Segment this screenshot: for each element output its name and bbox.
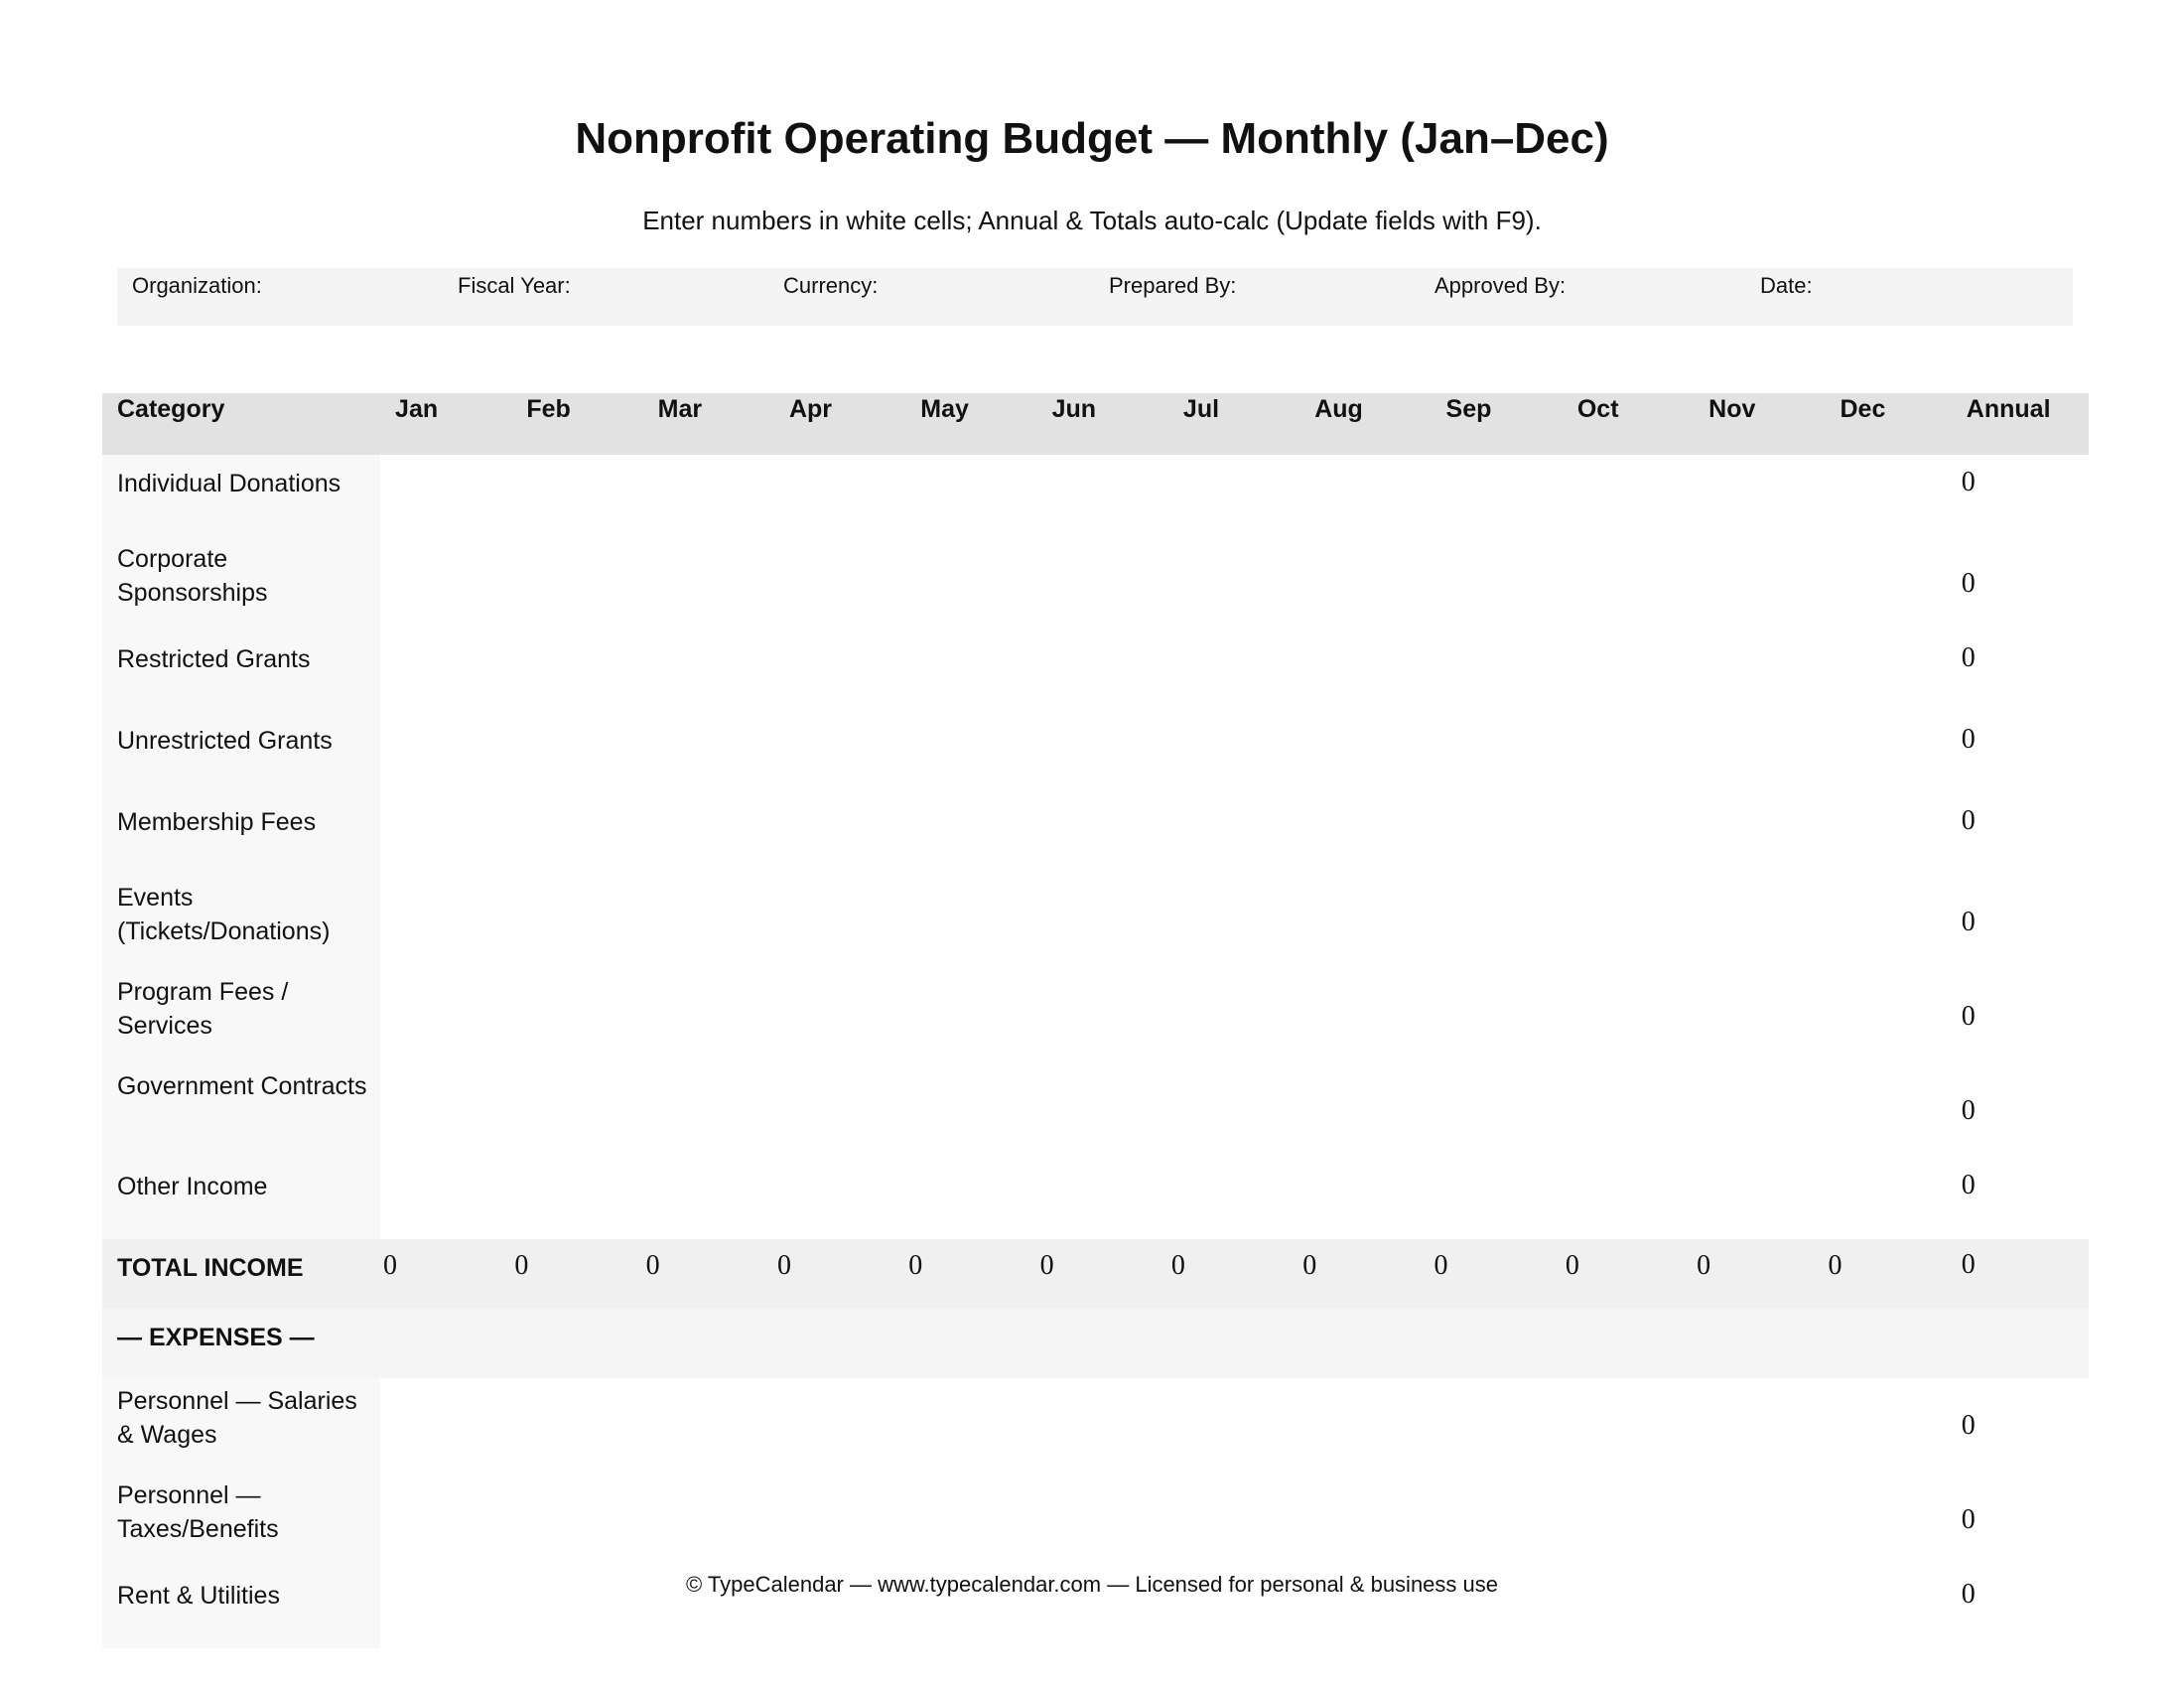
entry-cell-may[interactable] (905, 1378, 1036, 1473)
entry-cell-dec[interactable] (1825, 631, 1956, 712)
meta-info-bar (117, 268, 2073, 326)
annual-value: 0 (1961, 1503, 1976, 1535)
entry-cell-dec[interactable] (1825, 793, 1956, 875)
entry-cell-apr[interactable] (774, 969, 905, 1063)
entry-cell-jul[interactable] (1168, 712, 1299, 793)
entry-cell-jan[interactable] (380, 536, 511, 631)
entry-cell-jun[interactable] (1037, 631, 1168, 712)
column-header-jul: Jul (1168, 393, 1299, 455)
entry-cell-oct[interactable] (1563, 536, 1694, 631)
entry-cell-apr[interactable] (774, 631, 905, 712)
income-row-membership-fees (102, 793, 2089, 875)
entry-cell-nov[interactable] (1694, 1473, 1825, 1567)
table-header-row (102, 393, 2089, 455)
entry-cell-jan[interactable] (380, 631, 511, 712)
entry-cell-feb[interactable] (511, 1158, 642, 1239)
entry-cell-may[interactable] (905, 455, 1036, 536)
entry-cell-oct[interactable] (1563, 455, 1694, 536)
entry-cell-apr[interactable] (774, 1473, 905, 1567)
entry-cell-jun[interactable] (1037, 1473, 1168, 1567)
entry-cell-may[interactable] (905, 969, 1036, 1063)
annual-value: 0 (1961, 1409, 1976, 1441)
column-header-feb: Feb (511, 393, 642, 455)
entry-cell-jul[interactable] (1168, 455, 1299, 536)
entry-cell-jun[interactable] (1037, 1158, 1168, 1239)
total-income-section (102, 1239, 2089, 1378)
income-row-events-tickets-donations (102, 875, 2089, 969)
entry-cell-apr[interactable] (774, 1063, 905, 1158)
entry-cell-sep[interactable] (1432, 1158, 1563, 1239)
total-income-dec: 0 (1825, 1239, 1956, 1309)
entry-cell-dec[interactable] (1825, 875, 1956, 969)
entry-cell-mar[interactable] (643, 1158, 774, 1239)
annual-value: 0 (1961, 805, 1976, 836)
column-header-category: Category (102, 393, 380, 455)
entry-cell-feb[interactable] (511, 969, 642, 1063)
total-income-mar: 0 (643, 1239, 774, 1309)
entry-cell-jan[interactable] (380, 969, 511, 1063)
column-header-may: May (905, 393, 1036, 455)
annual-value: 0 (1961, 1579, 1976, 1610)
entry-cell-may[interactable] (905, 1158, 1036, 1239)
column-header-dec: Dec (1825, 393, 1956, 455)
entry-cell-jul[interactable] (1168, 1063, 1299, 1158)
entry-cell-sep[interactable] (1432, 631, 1563, 712)
column-header-sep: Sep (1432, 393, 1563, 455)
entry-cell-jan[interactable] (380, 1473, 511, 1567)
total-income-jun: 0 (1037, 1239, 1168, 1309)
entry-cell-sep[interactable] (1432, 969, 1563, 1063)
total-income-feb: 0 (511, 1239, 642, 1309)
entry-cell-jan[interactable] (380, 712, 511, 793)
entry-cell-jun[interactable] (1037, 969, 1168, 1063)
entry-cell-oct[interactable] (1563, 875, 1694, 969)
entry-cell-dec[interactable] (1825, 969, 1956, 1063)
category-label: Other Income (102, 1158, 380, 1239)
entry-cell-apr[interactable] (774, 875, 905, 969)
entry-cell-nov[interactable] (1694, 1158, 1825, 1239)
entry-cell-oct[interactable] (1563, 712, 1694, 793)
entry-cell-may[interactable] (905, 631, 1036, 712)
total-income-label: TOTAL INCOME (102, 1239, 380, 1309)
meta-field-currency[interactable]: Currency: (783, 273, 879, 298)
category-label: Restricted Grants (102, 631, 380, 712)
total-income-jul: 0 (1168, 1239, 1299, 1309)
entry-cell-nov[interactable] (1694, 536, 1825, 631)
column-header-aug: Aug (1299, 393, 1431, 455)
entry-cell-aug[interactable] (1299, 1473, 1431, 1567)
category-label: Rent & Utilities (102, 1567, 380, 1648)
expense-rows (102, 1378, 2089, 1648)
entry-cell-nov[interactable] (1694, 875, 1825, 969)
entry-cell-jul[interactable] (1168, 793, 1299, 875)
income-row-restricted-grants (102, 631, 2089, 712)
income-row-government-contracts (102, 1063, 2089, 1158)
entry-cell-jan[interactable] (380, 793, 511, 875)
entry-cell-aug[interactable] (1299, 536, 1431, 631)
annual-value: 0 (1961, 467, 1976, 497)
entry-cell-aug[interactable] (1299, 1158, 1431, 1239)
income-row-program-fees-services (102, 969, 2089, 1063)
category-label: Membership Fees (102, 793, 380, 875)
entry-cell-nov[interactable] (1694, 455, 1825, 536)
entry-cell-sep[interactable] (1432, 1378, 1563, 1473)
meta-field-approved-by[interactable]: Approved By: (1434, 273, 1567, 298)
annual-value: 0 (1961, 906, 1976, 937)
column-header-jan: Jan (380, 393, 511, 455)
entry-cell-may[interactable] (905, 875, 1036, 969)
total-income-jan: 0 (380, 1239, 511, 1309)
entry-cell-feb[interactable] (511, 712, 642, 793)
expenses-section-filler (380, 1309, 2089, 1378)
entry-cell-nov[interactable] (1694, 969, 1825, 1063)
entry-cell-aug[interactable] (1299, 455, 1431, 536)
column-header-mar: Mar (643, 393, 774, 455)
entry-cell-mar[interactable] (643, 1473, 774, 1567)
total-income-annual: 0 (1957, 1239, 2089, 1309)
footer-copyright: © TypeCalendar — www.typecalendar.com — Licensed for personal & business use (685, 1572, 1498, 1597)
entry-cell-sep[interactable] (1432, 1063, 1563, 1158)
budget-table (102, 393, 2089, 1648)
entry-cell-oct[interactable] (1563, 793, 1694, 875)
entry-cell-feb[interactable] (511, 1378, 642, 1473)
column-header-oct: Oct (1563, 393, 1694, 455)
entry-cell-feb[interactable] (511, 455, 642, 536)
expenses-section-row (102, 1309, 2089, 1378)
entry-cell-dec[interactable] (1825, 1473, 1956, 1567)
meta-field-prepared-by[interactable]: Prepared By: (1109, 273, 1237, 298)
entry-cell-jan[interactable] (380, 1158, 511, 1239)
entry-cell-jun[interactable] (1037, 793, 1168, 875)
entry-cell-sep[interactable] (1432, 875, 1563, 969)
entry-cell-jan[interactable] (380, 1378, 511, 1473)
meta-field-fiscal-year[interactable]: Fiscal Year: (458, 273, 571, 298)
category-label: Personnel — Salaries & Wages (102, 1378, 380, 1473)
income-rows (102, 455, 2089, 1239)
entry-cell-nov[interactable] (1694, 793, 1825, 875)
entry-cell-jul[interactable] (1168, 1378, 1299, 1473)
entry-cell-jun[interactable] (1037, 712, 1168, 793)
entry-cell-dec[interactable] (1825, 1158, 1956, 1239)
entry-cell-dec[interactable] (1825, 1378, 1956, 1473)
annual-value: 0 (1961, 567, 1976, 599)
entry-cell-apr[interactable] (774, 536, 905, 631)
entry-cell-sep[interactable] (1432, 712, 1563, 793)
income-row-individual-donations (102, 455, 2089, 536)
category-label: Program Fees / Services (102, 969, 380, 1063)
entry-cell-oct[interactable] (1563, 969, 1694, 1063)
meta-field-date[interactable]: Date: (1760, 273, 1813, 298)
annual-value: 0 (1961, 724, 1976, 755)
entry-cell-dec[interactable] (1825, 536, 1956, 631)
entry-cell-feb[interactable] (511, 793, 642, 875)
entry-cell-feb[interactable] (511, 1473, 642, 1567)
income-row-unrestricted-grants (102, 712, 2089, 793)
entry-cell-oct[interactable] (1563, 1158, 1694, 1239)
entry-cell-jun[interactable] (1037, 536, 1168, 631)
entry-cell-oct[interactable] (1563, 631, 1694, 712)
entry-cell-nov[interactable] (1694, 631, 1825, 712)
entry-cell-mar[interactable] (643, 1378, 774, 1473)
entry-cell-aug[interactable] (1299, 712, 1431, 793)
category-label: Unrestricted Grants (102, 712, 380, 793)
column-header-jun: Jun (1037, 393, 1168, 455)
category-label: Corporate Sponsorships (102, 536, 380, 631)
entry-cell-may[interactable] (905, 793, 1036, 875)
entry-cell-sep[interactable] (1432, 1473, 1563, 1567)
entry-cell-mar[interactable] (643, 875, 774, 969)
entry-cell-mar[interactable] (643, 455, 774, 536)
entry-cell-mar[interactable] (643, 793, 774, 875)
expense-row-personnel-salaries-wages (102, 1378, 2089, 1473)
expense-row-personnel-taxes-benefits (102, 1473, 2089, 1567)
entry-cell-feb[interactable] (511, 875, 642, 969)
entry-cell-aug[interactable] (1299, 969, 1431, 1063)
entry-cell-jun[interactable] (1037, 455, 1168, 536)
income-row-corporate-sponsorships (102, 536, 2089, 631)
entry-cell-jul[interactable] (1168, 969, 1299, 1063)
entry-cell-oct[interactable] (1563, 1473, 1694, 1567)
entry-cell-jul[interactable] (1168, 536, 1299, 631)
entry-cell-jun[interactable] (1037, 1378, 1168, 1473)
entry-cell-feb[interactable] (511, 1063, 642, 1158)
total-income-may: 0 (905, 1239, 1036, 1309)
entry-cell-aug[interactable] (1299, 631, 1431, 712)
entry-cell-feb[interactable] (511, 631, 642, 712)
category-label: Individual Donations (102, 455, 380, 536)
entry-cell-nov[interactable] (1694, 1063, 1825, 1158)
entry-cell-may[interactable] (905, 712, 1036, 793)
annual-value: 0 (1961, 642, 1976, 673)
total-income-aug: 0 (1299, 1239, 1431, 1309)
entry-cell-aug[interactable] (1299, 875, 1431, 969)
entry-cell-dec[interactable] (1825, 455, 1956, 536)
annual-value: 0 (1961, 1170, 1976, 1200)
entry-cell-jun[interactable] (1037, 875, 1168, 969)
entry-cell-aug[interactable] (1299, 793, 1431, 875)
entry-cell-may[interactable] (905, 536, 1036, 631)
entry-cell-apr[interactable] (774, 455, 905, 536)
entry-cell-sep[interactable] (1432, 793, 1563, 875)
entry-cell-dec[interactable] (1825, 712, 1956, 793)
entry-cell-jan[interactable] (380, 455, 511, 536)
entry-cell-feb[interactable] (511, 536, 642, 631)
entry-cell-nov[interactable] (1694, 712, 1825, 793)
entry-cell-mar[interactable] (643, 1063, 774, 1158)
expenses-section-label: — EXPENSES — (102, 1309, 380, 1378)
category-label: Government Contracts (102, 1063, 380, 1158)
column-header-annual: Annual (1957, 393, 2089, 455)
column-header-nov: Nov (1694, 393, 1825, 455)
entry-cell-apr[interactable] (774, 793, 905, 875)
entry-cell-jan[interactable] (380, 1063, 511, 1158)
total-income-apr: 0 (774, 1239, 905, 1309)
entry-cell-jul[interactable] (1168, 1158, 1299, 1239)
entry-cell-jul[interactable] (1168, 875, 1299, 969)
entry-cell-jul[interactable] (1168, 631, 1299, 712)
total-income-nov: 0 (1694, 1239, 1825, 1309)
category-label: Personnel — Taxes/Benefits (102, 1473, 380, 1567)
entry-cell-jul[interactable] (1168, 1473, 1299, 1567)
entry-cell-oct[interactable] (1563, 1378, 1694, 1473)
entry-cell-sep[interactable] (1432, 455, 1563, 536)
entry-cell-apr[interactable] (774, 712, 905, 793)
annual-value: 0 (1961, 1000, 1976, 1032)
annual-value: 0 (1961, 1094, 1976, 1126)
total-income-row (102, 1239, 2089, 1309)
column-header-apr: Apr (774, 393, 905, 455)
entry-cell-nov[interactable] (1694, 1378, 1825, 1473)
entry-cell-oct[interactable] (1563, 1063, 1694, 1158)
total-income-sep: 0 (1432, 1239, 1563, 1309)
entry-cell-aug[interactable] (1299, 1063, 1431, 1158)
entry-cell-jun[interactable] (1037, 1063, 1168, 1158)
entry-cell-mar[interactable] (643, 631, 774, 712)
entry-cell-dec[interactable] (1825, 1063, 1956, 1158)
entry-cell-mar[interactable] (643, 712, 774, 793)
income-row-other-income (102, 1158, 2089, 1239)
entry-cell-jan[interactable] (380, 875, 511, 969)
entry-cell-may[interactable] (905, 1063, 1036, 1158)
page-title: Nonprofit Operating Budget — Monthly (Jan–Dec) (575, 114, 1609, 163)
entry-cell-apr[interactable] (774, 1158, 905, 1239)
entry-cell-mar[interactable] (643, 969, 774, 1063)
entry-cell-apr[interactable] (774, 1378, 905, 1473)
entry-cell-sep[interactable] (1432, 536, 1563, 631)
category-label: Events (Tickets/Donations) (102, 875, 380, 969)
meta-field-organization[interactable]: Organization: (132, 273, 262, 298)
page-subtitle: Enter numbers in white cells; Annual & Totals auto-calc (Update fields with F9). (642, 206, 1542, 235)
total-income-oct: 0 (1563, 1239, 1694, 1309)
entry-cell-may[interactable] (905, 1473, 1036, 1567)
entry-cell-aug[interactable] (1299, 1378, 1431, 1473)
entry-cell-mar[interactable] (643, 536, 774, 631)
